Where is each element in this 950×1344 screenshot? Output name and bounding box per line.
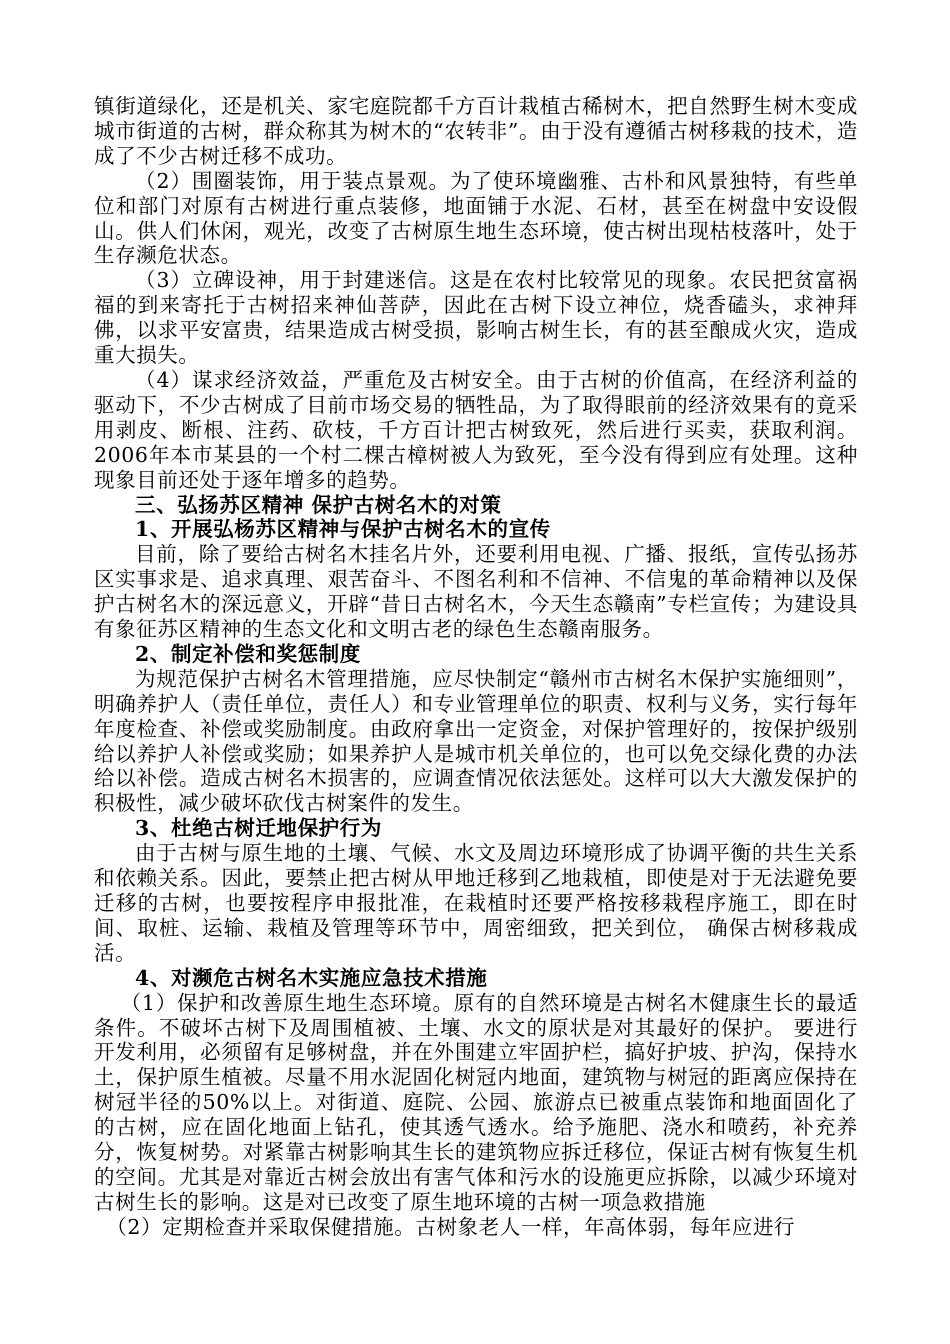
paragraph-relocation: 由于古树与原生地的土壤、气候、水文及周边环境形成了协调平衡的共生关系和依赖关系。因此，要禁止把古树从甲地迁移到乙地栽植，即使是对于无法避免要迁移的古树，也要按程序申报批准，在栽植时还要严格按移栽程序施工，即在时间、取桩、运输、栽植及管理等环节中，周密细致，把关到位， 确保古树移栽成活。 [94, 841, 858, 965]
subheading-2: 2、制定补偿和奖惩制度 [135, 641, 361, 666]
subheading-4: 4、对濒危古树名木实施应急技术措施 [135, 965, 488, 990]
paragraph-measure-1: （1）保护和改善原生地生态环境。原有的自然环境是古树名木健康生长的最适条件。不破坏古树下及周围植被、土壤、水文的原状是对其最好的保护。 要进行开发利用，必须留有足够树盘，并在外围建立牢固护栏，搞好护坡、护沟，保持水土，保护原生植被。尽量不用水泥固化树冠内地面，建筑物与树冠的距离应保持在树冠半径的50%以上。对街道、庭院、公园、旅游点已被重点装饰和地面固化了的古树，应在固化地面上钻孔，使其透气透水。给予施肥、浇水和喷药，补充养分，恢复树势。对紧靠古树影响其生长的建筑物应拆迁移位，保证古树有恢复生机的空间。尤其是对靠近古树会放出有害气体和污水的设施更应拆除，以减少环境对古树生长的影响。这是对已改变了原生地环境的古树一项急救措施 [94, 990, 858, 1214]
paragraph-item-2: （2）围圈装饰，用于装点景观。为了使环境幽雅、古朴和风景独特，有些单位和部门对原有古树进行重点装修，地面铺于水泥、石材，甚至在树盘中安设假山。供人们休闲，观光，改变了古树原生地生态环境，使古树出现枯枝落叶，处于生存濒危状态。 [94, 168, 858, 268]
subheading-3: 3、杜绝古树迁地保护行为 [135, 816, 382, 841]
paragraph-item-4: （4）谋求经济效益，严重危及古树安全。由于古树的价值高，在经济利益的驱动下，不少古树成了目前市场交易的牺牲品，为了取得眼前的经济效果有的竟采用剥皮、断根、注药、砍枝，千方百计把古树致死，然后进行买卖，获取利润。2006年本市某县的一个村二棵古樟树被人为致死，至今没有得到应有处理。这种现象目前还处于逐年增多的趋势。 [94, 367, 858, 492]
paragraph-item-3: （3）立碑设神，用于封建迷信。这是在农村比较常见的现象。农民把贫富祸福的到来寄托于古树招来神仙菩萨，因此在古树下设立神位，烧香磕头，求神拜佛，以求平安富贵，结果造成古树受损，影响古树生长，有的甚至酿成火灾，造成重大损失。 [94, 268, 858, 368]
paragraph-publicity: 目前，除了要给古树名木挂名片外，还要利用电视、广播、报纸，宣传弘扬苏区实事求是、追求真理、艰苦奋斗、不图名利和不信神、不信鬼的革命精神以及保护古树名木的深远意义，开辟“昔日古树名木，今天生态赣南”专栏宣传；为建设具有象征苏区精神的生态文化和文明古老的绿色生态赣南服务。 [94, 542, 858, 642]
subheading-1: 1、开展弘杨苏区精神与保护古树名木的宣传 [135, 517, 551, 542]
paragraph-compensation: 为规范保护古树名木管理措施，应尽快制定“赣州市古树名木保护实施细则”，明确养护人（责任单位，责任人）和专业管理单位的职责、权利与义务，实行每年年度检查、补偿或奖励制度。由政府拿出一定资金，对保护管理好的，按保护级别给以养护人补偿或奖励；如果养护人是城市机关单位的，也可以免交绿化费的办法给以补偿。造成古树名木损害的，应调查情况依法惩处。这样可以大大激发保护的积极性，减少破坏砍伐古树案件的发生。 [94, 666, 858, 816]
paragraph-continuation: 镇街道绿化，还是机关、家宅庭院都千方百计栽植古稀树木，把自然野生树木变成城市街道的古树，群众称其为树木的“农转非”。由于没有遵循古树移栽的技术，造成了不少古树迁移不成功。 [94, 94, 858, 168]
section-heading: 三、弘扬苏区精神 保护古树名木的对策 [135, 492, 502, 517]
paragraph-measure-2: （2）定期检查并采取保健措施。古树象老人一样，年高体弱，每年应进行 [106, 1214, 796, 1239]
